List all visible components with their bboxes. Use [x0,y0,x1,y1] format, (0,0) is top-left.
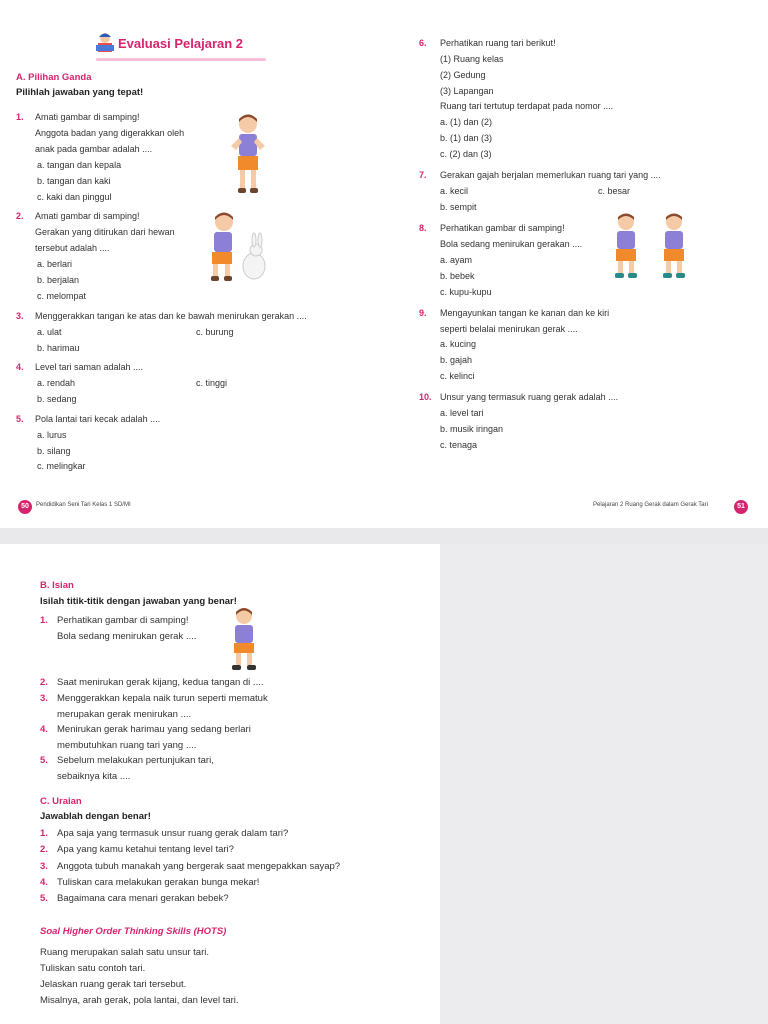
c3-number: 3. [40,861,48,872]
q7-option: c. besar [598,186,631,196]
q2-line: Gerakan yang ditirukan dari hewan [35,227,175,237]
girl-duck-pose-illustration [226,606,262,676]
section-b-instruction: Isilah titik-titik dengan jawaban yang benar! [40,596,237,607]
b4-line: Menirukan gerak harimau yang sedang berlari [57,724,251,735]
q1-line: anak pada gambar adalah .... [35,144,153,154]
q1-option: c. kaki dan pinggul [37,192,112,202]
q6-option: c. (2) dan (3) [440,149,492,159]
q10-option: b. musik iringan [440,424,504,434]
q5-line: Pola lantai tari kecak adalah .... [35,414,161,424]
c1-number: 1. [40,828,48,839]
q7-option: a. kecil [440,186,469,196]
section-c-label: C. Uraian [40,796,82,807]
q3-option: a. ulat [37,327,62,337]
q10-line: Unsur yang termasuk ruang gerak adalah .... [440,392,619,402]
page-bottom [0,544,440,1024]
section-a-instruction: Pilihlah jawaban yang tepat! [16,87,144,98]
q3-number: 3. [16,311,24,321]
c2-number: 2. [40,844,48,855]
q3-option: b. harimau [37,343,80,353]
footer-left-text: Pendidikan Seni Tari Kelas 1 SD/MI [36,502,131,508]
b3-number: 3. [40,693,48,704]
blank-area [440,544,768,1024]
q9-option: b. gajah [440,355,473,365]
q10-option: c. tenaga [440,440,478,450]
q2-option: a. berlari [37,259,73,269]
q10-option: a. level tari [440,408,484,418]
b1-line: Perhatikan gambar di samping! [57,615,189,626]
q8-line: Perhatikan gambar di samping! [440,223,565,233]
c4-text: Tuliskan cara melakukan gerakan bunga mekar! [57,877,260,888]
q8-line: Bola sedang menirukan gerakan .... [440,239,583,249]
q2-option: c. melompat [37,291,87,301]
q4-line: Level tari saman adalah .... [35,362,144,372]
q6-option: a. (1) dan (2) [440,117,493,127]
q7-number: 7. [419,170,427,180]
q4-option: a. rendah [37,378,76,388]
b5-line: sebaiknya kita .... [57,771,131,782]
q7-line: Gerakan gajah berjalan memerlukan ruang tari yang .... [440,170,661,180]
page-gap [0,528,768,544]
b1-line: Bola sedang menirukan gerak .... [57,631,197,642]
boy-and-rabbit-illustration [204,210,270,286]
q8-option: a. ayam [440,255,473,265]
q6-number: 6. [419,38,427,48]
b5-line: Sebelum melakukan pertunjukan tari, [57,755,214,766]
c5-number: 5. [40,893,48,904]
q6-line: (1) Ruang kelas [440,54,504,64]
b4-line: membutuhkan ruang tari yang .... [57,740,197,751]
student-reading-icon [94,31,116,55]
hots-line: Misalnya, arah gerak, pola lantai, dan level tari. [40,995,239,1006]
hots-line: Jelaskan ruang gerak tari tersebut. [40,979,187,990]
page-number-right: 51 [734,500,748,514]
hots-line: Tuliskan satu contoh tari. [40,963,146,974]
q2-option: b. berjalan [37,275,80,285]
page-number-left: 50 [18,500,32,514]
q6-line: (2) Gedung [440,70,486,80]
q6-line: Ruang tari tertutup terdapat pada nomor .... [440,101,614,111]
q1-line: Anggota badan yang digerakkan oleh [35,128,185,138]
q4-option: b. sedang [37,394,77,404]
hots-line: Ruang merupakan salah satu unsur tari. [40,947,209,958]
c1-text: Apa saja yang termasuk unsur ruang gerak dalam tari? [57,828,289,839]
q3-option: c. burung [196,327,234,337]
q5-option: b. silang [37,446,71,456]
q8-number: 8. [419,223,427,233]
b2-line: Saat menirukan gerak kijang, kedua tangan di .... [57,677,264,688]
b3-line: Menggerakkan kepala naik turun seperti mematuk [57,693,268,704]
c4-number: 4. [40,877,48,888]
c2-text: Apa yang kamu ketahui tentang level tari? [57,844,234,855]
b4-number: 4. [40,724,48,735]
q5-option: a. lurus [37,430,67,440]
q8-option: c. kupu-kupu [440,287,492,297]
q8-option: b. bebek [440,271,475,281]
title-underline [96,58,266,61]
q6-option: b. (1) dan (3) [440,133,493,143]
q7-option: b. sempit [440,202,477,212]
q2-number: 2. [16,211,24,221]
c5-text: Bagaimana cara menari gerakan bebek? [57,893,229,904]
q9-line: Mengayunkan tangan ke kanan dan ke kiri [440,308,610,318]
page-title: Evaluasi Pelajaran 2 [118,36,244,51]
hots-title: Soal Higher Order Thinking Skills (HOTS) [40,926,227,937]
q6-line: Perhatikan ruang tari berikut! [440,38,556,48]
q4-option: c. tinggi [196,378,228,388]
b5-number: 5. [40,755,48,766]
boy-dancing-illustration [228,112,268,200]
two-children-dancing-illustration [612,212,688,284]
q9-option: c. kelinci [440,371,475,381]
q6-line: (3) Lapangan [440,86,494,96]
q2-line: tersebut adalah .... [35,243,110,253]
q5-number: 5. [16,414,24,424]
q9-number: 9. [419,308,427,318]
section-b-label: B. Isian [40,580,74,591]
q1-option: b. tangan dan kaki [37,176,111,186]
q2-line: Amati gambar di samping! [35,211,140,221]
footer-right-text: Pelajaran 2 Ruang Gerak dalam Gerak Tari [593,502,708,508]
section-a-label: A. Pilihan Ganda [16,72,92,83]
q3-line: Menggerakkan tangan ke atas dan ke bawah menirukan gerakan .... [35,311,307,321]
b1-number: 1. [40,615,48,626]
q1-number: 1. [16,112,24,122]
c3-text: Anggota tubuh manakah yang bergerak saat mengepakkan sayap? [57,861,341,872]
q4-number: 4. [16,362,24,372]
section-c-instruction: Jawablah dengan benar! [40,811,151,822]
b2-number: 2. [40,677,48,688]
q10-number: 10. [419,392,432,402]
q1-option: a. tangan dan kepala [37,160,122,170]
b3-line: merupakan gerak menirukan .... [57,709,192,720]
q1-line: Amati gambar di samping! [35,112,140,122]
q9-option: a. kucing [440,339,477,349]
q9-line: seperti belalai menirukan gerak .... [440,324,578,334]
q5-option: c. melingkar [37,461,86,471]
